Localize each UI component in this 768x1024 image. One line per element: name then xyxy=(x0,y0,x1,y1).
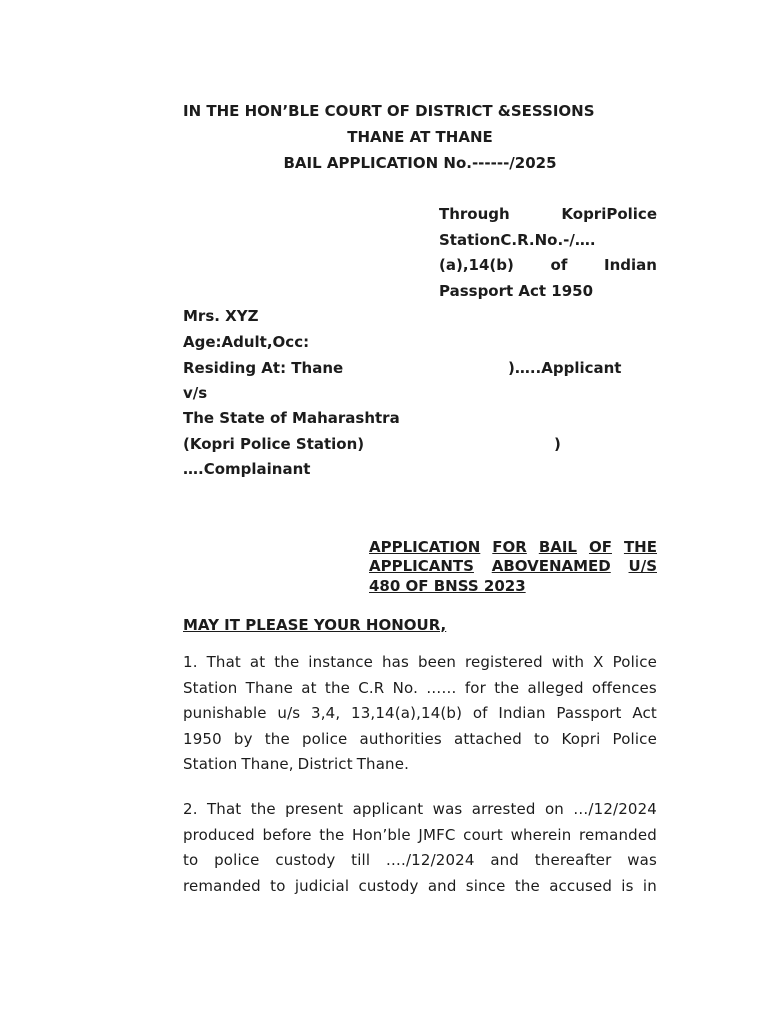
paragraph-word: judicial xyxy=(294,876,350,895)
subject-word: THE xyxy=(623,538,657,556)
paragraph-line xyxy=(183,752,657,778)
respondent-role: ….Complainant xyxy=(183,460,311,478)
applicant-role: )…..Applicant xyxy=(508,359,622,377)
paragraph-word: Thane, xyxy=(241,755,294,773)
paragraph-word: registered xyxy=(465,653,543,671)
paragraph-word: the xyxy=(274,653,300,671)
paragraph-line xyxy=(183,823,657,849)
paragraph-word: C.R xyxy=(358,678,385,697)
through-line-2: StationC.R.No.-/…. xyxy=(439,231,596,249)
subject-line-2 xyxy=(369,557,657,575)
paragraph-word: alleged xyxy=(527,678,584,697)
paragraph-word: and xyxy=(490,851,519,869)
paragraph-word: instance xyxy=(308,653,374,671)
paragraph-word: …./12/2024 xyxy=(385,851,475,869)
paragraph-word: Station xyxy=(183,755,238,773)
paragraph-word: on xyxy=(544,800,564,818)
paragraph-line xyxy=(183,727,657,753)
paragraph-word: remanded xyxy=(183,876,261,895)
paragraph-2 xyxy=(183,797,657,899)
paragraph-word: That xyxy=(206,653,241,671)
subject-word: U/S xyxy=(628,557,657,575)
respondent-station: (Kopri Police Station) xyxy=(183,435,365,453)
subject-line-1 xyxy=(369,538,657,556)
paragraph-word: of xyxy=(472,704,488,722)
paragraph-word: custody xyxy=(358,876,419,895)
applicant-age: Age:Adult,Occ: xyxy=(183,333,310,351)
paragraph-word: police xyxy=(214,851,260,869)
paragraph-word: to xyxy=(270,876,286,895)
paragraph-word: 1. xyxy=(183,653,198,671)
paragraph-word: custody xyxy=(275,851,336,869)
court-title: IN THE HON’BLE COURT OF DISTRICT &SESSIONS xyxy=(183,102,595,120)
paragraph-word: …/12/2024 xyxy=(573,800,657,818)
paragraph-word: been xyxy=(417,653,457,671)
subject-word: OF xyxy=(588,538,612,556)
paragraph-word: offences xyxy=(591,678,657,697)
paragraph-word: attached xyxy=(454,729,522,748)
paragraph-word: …… xyxy=(426,678,457,697)
paragraph-word: Thane. xyxy=(356,755,409,773)
paragraph-word: JMFC xyxy=(418,825,456,844)
paragraph-word: has xyxy=(382,653,409,671)
subject-word: APPLICATION xyxy=(369,538,481,556)
section-ref: (a),14(b) xyxy=(439,256,514,274)
respondent-bracket: ) xyxy=(554,435,561,453)
paragraph-word: before xyxy=(262,825,312,844)
paragraph-word: Station xyxy=(183,678,238,697)
subject-word: ABOVENAMED xyxy=(491,557,611,575)
paragraph-word: and xyxy=(427,876,457,895)
paragraph-word: the xyxy=(250,800,276,818)
paragraph-word: at xyxy=(249,653,266,671)
paragraph-word: till xyxy=(351,851,371,869)
paragraph-line xyxy=(183,848,657,874)
paragraph-word: was xyxy=(432,800,463,818)
paragraph-word: at xyxy=(301,678,317,697)
paragraph-word: Passport xyxy=(556,704,622,722)
paragraph-word: Police xyxy=(612,653,657,671)
paragraph-word: produced xyxy=(183,825,255,844)
through-line-4: Passport Act 1950 xyxy=(439,282,594,300)
bail-application-number: BAIL APPLICATION No.------/2025 xyxy=(283,154,557,172)
paragraph-word: was xyxy=(627,851,657,869)
salutation: MAY IT PLEASE YOUR HONOUR, xyxy=(183,616,447,634)
paragraph-word: the xyxy=(514,876,540,895)
paragraph-word: arrested xyxy=(471,800,536,818)
paragraph-word: to xyxy=(183,851,199,869)
paragraph-word: thereafter xyxy=(534,851,612,869)
paragraph-word: the xyxy=(319,825,345,844)
paragraph-word: Thane xyxy=(245,678,294,697)
through-line-1 xyxy=(439,205,657,223)
paragraph-word: 3,4, xyxy=(311,704,341,722)
paragraph-word: present xyxy=(285,800,344,818)
applicant-residence: Residing At: Thane xyxy=(183,359,344,377)
paragraph-word: authorities xyxy=(359,729,442,748)
subject-word: BAIL xyxy=(538,538,577,556)
subject-line-3: 480 OF BNSS 2023 xyxy=(369,577,526,595)
paragraph-word: is xyxy=(621,876,634,895)
paragraph-word: remanded xyxy=(579,825,657,844)
paragraph-word: the xyxy=(324,678,350,697)
paragraph-word: Police xyxy=(612,729,657,748)
paragraph-line xyxy=(183,650,657,676)
paragraph-word: District xyxy=(297,755,353,773)
paragraph-word: 2. xyxy=(183,800,198,818)
subject-word: FOR xyxy=(492,538,527,556)
subject-word: APPLICANTS xyxy=(369,557,474,575)
police-station-word: KopriPolice xyxy=(561,205,657,223)
paragraph-word: the xyxy=(494,678,520,697)
paragraph-line xyxy=(183,676,657,702)
paragraph-word: Kopri xyxy=(561,729,601,748)
paragraph-word: for xyxy=(464,678,486,697)
paragraph-word: the xyxy=(264,729,290,748)
through-line-3 xyxy=(439,256,657,274)
paragraph-word: No. xyxy=(392,678,419,697)
paragraph-word: police xyxy=(301,729,348,748)
paragraph-word: 13,14(a),14(b) xyxy=(351,704,463,722)
respondent-name: The State of Maharashtra xyxy=(183,409,400,427)
versus: v/s xyxy=(183,384,208,402)
paragraph-word: That xyxy=(206,800,242,818)
paragraph-line xyxy=(183,797,657,823)
paragraph-word: punishable xyxy=(183,704,267,722)
of-word: of xyxy=(550,256,568,274)
court-location: THANE AT THANE xyxy=(347,128,493,146)
paragraph-word: Hon’ble xyxy=(352,825,411,844)
paragraph-word: by xyxy=(233,729,253,748)
paragraph-word: 1950 xyxy=(183,729,222,748)
paragraph-word: X xyxy=(593,653,604,671)
through-word: Through xyxy=(439,205,510,223)
paragraph-word: Indian xyxy=(498,704,546,722)
applicant-name: Mrs. XYZ xyxy=(183,307,259,325)
paragraph-word: applicant xyxy=(352,800,424,818)
paragraph-word: with xyxy=(551,653,585,671)
paragraph-line xyxy=(183,701,657,727)
indian-word: Indian xyxy=(604,256,657,274)
paragraph-1 xyxy=(183,650,657,778)
paragraph-word: in xyxy=(642,876,657,895)
paragraph-word: since xyxy=(465,876,506,895)
paragraph-word: court xyxy=(463,825,503,844)
paragraph-line xyxy=(183,874,657,900)
paragraph-word: Act xyxy=(632,704,657,722)
paragraph-word: accused xyxy=(549,876,612,895)
paragraph-word: u/s xyxy=(277,704,301,722)
paragraph-word: to xyxy=(534,729,550,748)
paragraph-word: wherein xyxy=(510,825,572,844)
